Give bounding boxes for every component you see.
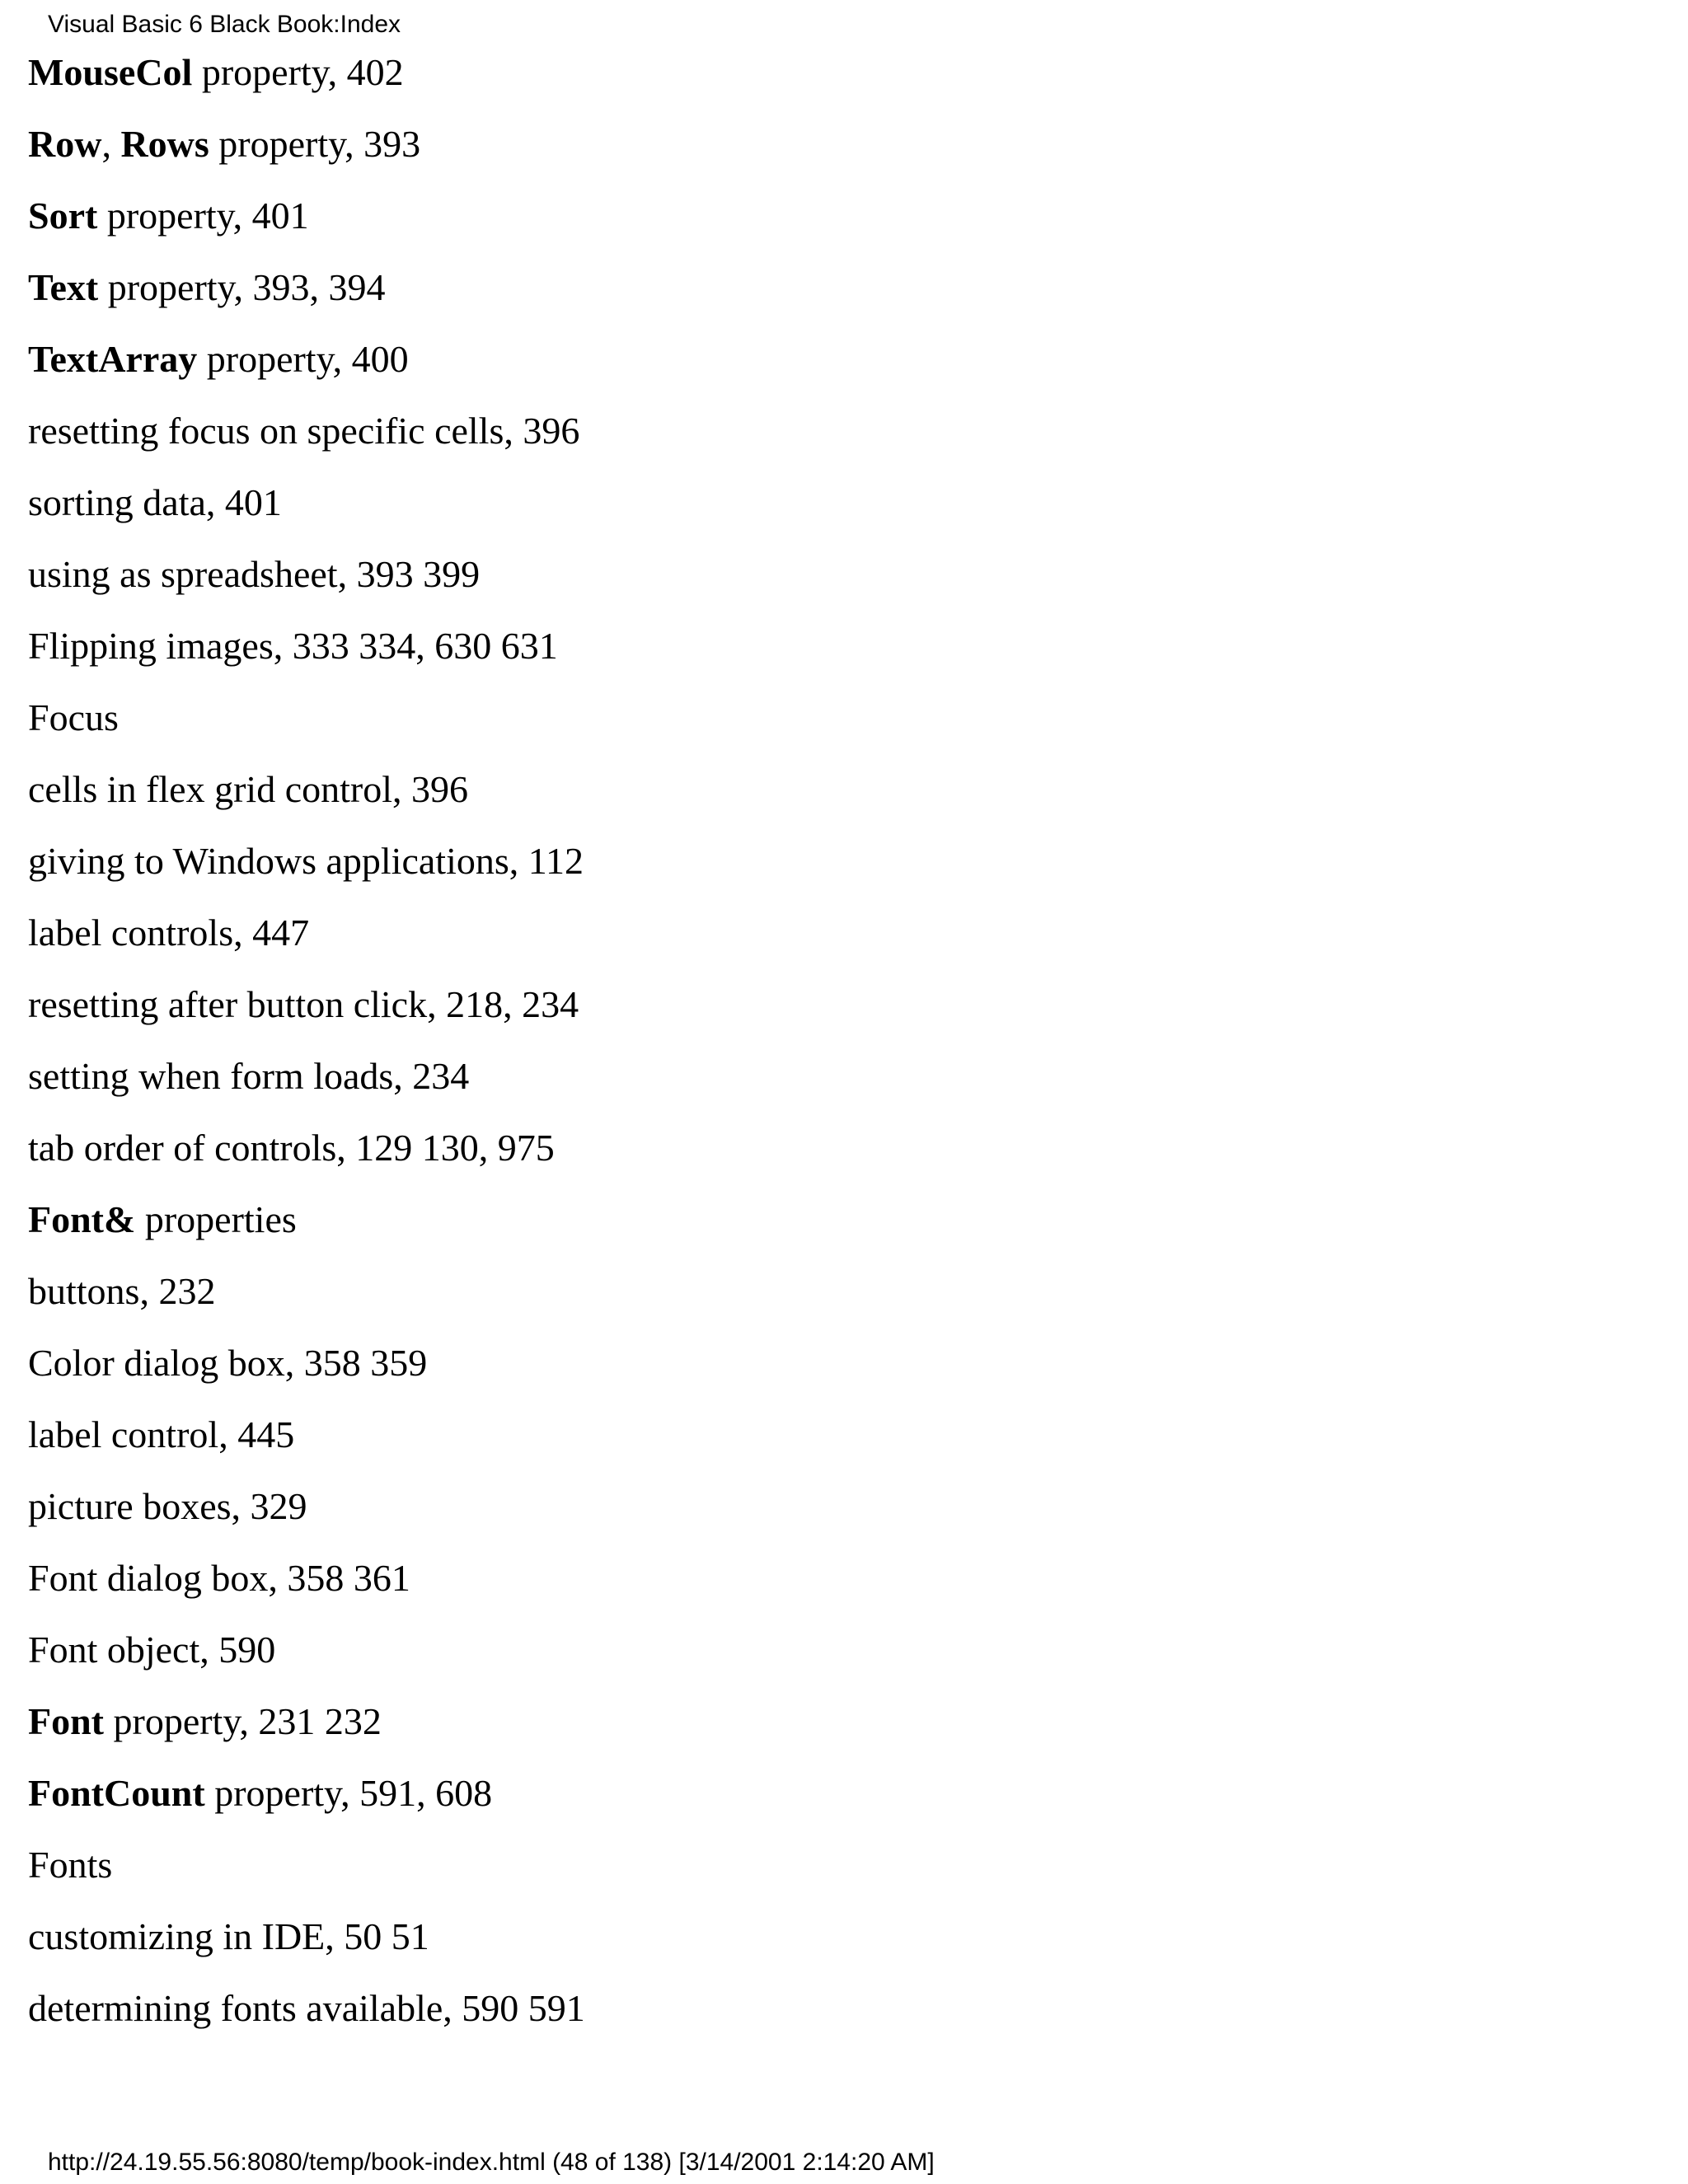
index-entry — [28, 191, 585, 241]
entry-text: property, 400 — [197, 338, 409, 380]
entry-text: label control, 445 — [28, 1413, 295, 1455]
entry-text: property, 231 232 — [104, 1700, 382, 1742]
entry-text: giving to Windows applications, 112 — [28, 840, 584, 882]
entry-text: property, 402 — [192, 51, 404, 93]
entry-text: property, 591, 608 — [204, 1772, 493, 1814]
page-header-title: Visual Basic 6 Black Book:Index — [48, 11, 401, 38]
entry-text: resetting after button click, 218, 234 — [28, 983, 579, 1025]
index-entry-list — [28, 48, 585, 2055]
entry-text: using as spreadsheet, 393 399 — [28, 553, 481, 595]
index-entry — [28, 1410, 585, 1460]
index-entry — [28, 263, 585, 312]
page-footer-url: http://24.19.55.56:8080/temp/book-index.html (48 of 138) [3/14/2001 2:14:20 AM] — [48, 2149, 935, 2176]
entry-term: FontCount — [28, 1772, 205, 1814]
index-entry — [28, 837, 585, 886]
entry-term: Text — [28, 266, 99, 308]
index-entry — [28, 1338, 585, 1388]
index-entry — [28, 1697, 585, 1746]
entry-term: MouseCol — [28, 51, 193, 93]
entry-term: Font& — [28, 1198, 136, 1240]
entry-text: picture boxes, 329 — [28, 1485, 307, 1527]
entry-text: Fonts — [28, 1844, 113, 1886]
index-entry — [28, 1123, 585, 1173]
entry-term: TextArray — [28, 338, 198, 380]
entry-text: sorting data, 401 — [28, 481, 282, 523]
index-entry — [28, 1267, 585, 1316]
index-entry — [28, 1554, 585, 1603]
entry-term: Row — [28, 123, 102, 165]
index-entry — [28, 1052, 585, 1101]
entry-term-2: Rows — [120, 123, 209, 165]
entry-text: property, 393 — [209, 123, 421, 165]
index-entry — [28, 335, 585, 384]
entry-text: determining fonts available, 590 591 — [28, 1987, 585, 2029]
entry-text: customizing in IDE, 50 51 — [28, 1915, 429, 1957]
entry-term: Font — [28, 1700, 104, 1742]
entry-text: Flipping images, 333 334, 630 631 — [28, 625, 558, 667]
index-entry — [28, 1769, 585, 1818]
index-entry — [28, 48, 585, 97]
entry-text: property, 401 — [97, 194, 309, 237]
entry-text: property, 393, 394 — [98, 266, 386, 308]
index-entry — [28, 1840, 585, 1890]
entry-text: label controls, 447 — [28, 912, 310, 954]
entry-text: cells in flex grid control, 396 — [28, 768, 468, 810]
index-entry — [28, 1912, 585, 1961]
entry-text: Font dialog box, 358 361 — [28, 1557, 410, 1599]
entry-text: tab order of controls, 129 130, 975 — [28, 1127, 555, 1169]
index-entry — [28, 1195, 585, 1244]
index-entry — [28, 1625, 585, 1675]
entry-text: Focus — [28, 696, 119, 738]
index-entry — [28, 406, 585, 456]
entry-text: Color dialog box, 358 359 — [28, 1342, 428, 1384]
index-entry — [28, 621, 585, 671]
entry-text: properties — [135, 1198, 297, 1240]
index-entry — [28, 980, 585, 1029]
entry-text: resetting focus on specific cells, 396 — [28, 410, 580, 452]
index-entry — [28, 1482, 585, 1531]
entry-separator: , — [101, 123, 121, 165]
entry-term: Sort — [28, 194, 98, 237]
index-entry — [28, 693, 585, 743]
entry-text: Font object, 590 — [28, 1629, 276, 1671]
entry-text: buttons, 232 — [28, 1270, 216, 1312]
index-entry — [28, 908, 585, 958]
index-entry — [28, 478, 585, 527]
index-entry — [28, 120, 585, 169]
entry-text: setting when form loads, 234 — [28, 1055, 470, 1097]
index-entry — [28, 1984, 585, 2033]
index-entry — [28, 550, 585, 599]
index-entry — [28, 765, 585, 814]
